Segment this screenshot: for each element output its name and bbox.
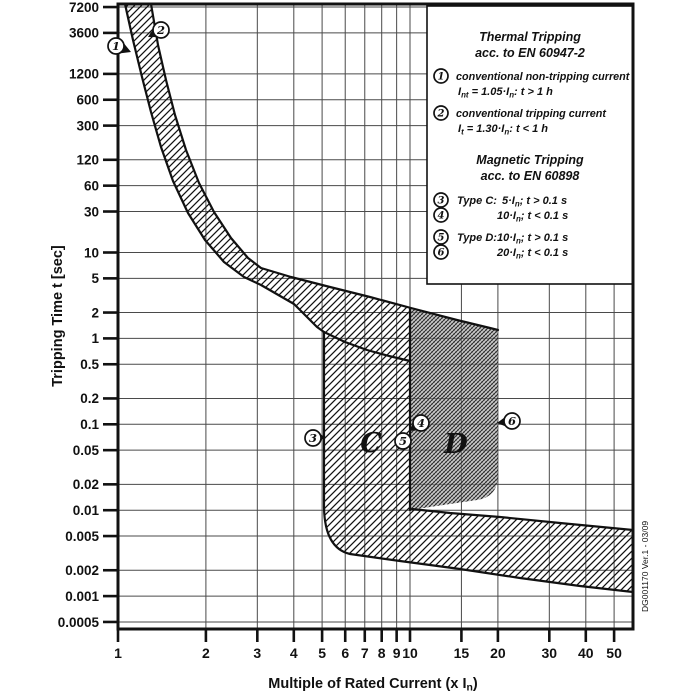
legend-item-5-type: Type D: — [457, 232, 497, 244]
y-tick-label-120: 120 — [76, 152, 99, 168]
legend-marker-3-number: 3 — [437, 195, 445, 207]
y-tick-label-30: 30 — [83, 204, 99, 220]
legend-magnetic-subtitle: acc. to EN 60898 — [480, 169, 580, 183]
region-label-D: D — [444, 429, 468, 460]
callout-marker-1-number: 1 — [111, 39, 121, 54]
y-tick-label-0.0005: 0.0005 — [57, 614, 99, 630]
x-tick-label-6: 6 — [341, 645, 350, 661]
y-tick-label-600: 600 — [76, 92, 99, 108]
y-tick-label-60: 60 — [83, 178, 99, 194]
x-tick-label-10: 10 — [402, 645, 418, 661]
y-tick-label-1: 1 — [91, 331, 99, 347]
legend-marker-6-number: 6 — [437, 247, 445, 259]
x-tick-label-40: 40 — [578, 645, 594, 661]
y-tick-label-0.002: 0.002 — [65, 563, 99, 579]
x-tick-label-50: 50 — [606, 645, 622, 661]
y-tick-label-0.2: 0.2 — [80, 391, 99, 407]
y-tick-label-0.005: 0.005 — [65, 528, 99, 544]
legend-item-4-formula: $10\cdot I_n$; t < 0.1 s — [497, 210, 569, 224]
document-reference: DG001170 Ver.1 - 03/09 — [640, 520, 650, 612]
x-tick-label-5: 5 — [318, 645, 326, 661]
y-tick-label-0.01: 0.01 — [72, 503, 99, 518]
y-tick-label-2: 2 — [91, 305, 99, 321]
y-tick-label-0.1: 0.1 — [80, 417, 99, 433]
x-tick-label-20: 20 — [490, 645, 506, 661]
x-tick-label-9: 9 — [392, 645, 401, 661]
x-tick-label-15: 15 — [453, 645, 470, 661]
y-tick-label-1200: 1200 — [68, 66, 99, 82]
callout-marker-3-number: 3 — [308, 431, 318, 446]
legend-item-3-type: Type C: — [457, 195, 497, 207]
y-tick-label-0.5: 0.5 — [80, 357, 99, 373]
legend-thermal-subtitle: acc. to EN 60947-2 — [475, 46, 585, 60]
x-axis-title-text: Multiple of Rated Current (x In) — [268, 676, 478, 694]
legend-thermal-title: Thermal Tripping — [479, 30, 581, 44]
legend-marker-4-number: 4 — [437, 210, 445, 222]
callout-marker-4-number: 4 — [416, 416, 426, 431]
callout-marker-5-number: 5 — [398, 434, 408, 449]
x-tick-label-4: 4 — [289, 645, 298, 661]
y-tick-label-0.001: 0.001 — [65, 588, 99, 604]
legend-item-2-formula: $I_t = 1.30\cdot I_n$: t < 1 h — [458, 123, 549, 137]
legend-item-1-desc: conventional non-tripping current — [456, 71, 630, 83]
y-tick-label-10: 10 — [83, 245, 99, 261]
x-tick-label-1: 1 — [114, 645, 122, 661]
x-tick-label-8: 8 — [377, 645, 386, 661]
y-tick-label-0.05: 0.05 — [72, 442, 99, 458]
y-tick-label-0.02: 0.02 — [72, 477, 99, 493]
y-tick-label-7200: 7200 — [68, 0, 99, 15]
y-axis-title: Tripping Time t [sec] — [50, 245, 66, 387]
legend-marker-1-number: 1 — [437, 71, 445, 83]
legend-marker-2-number: 2 — [437, 108, 445, 120]
region-label-C: C — [360, 428, 382, 459]
x-tick-label-30: 30 — [541, 645, 558, 661]
x-tick-label-2: 2 — [202, 645, 210, 661]
legend-marker-5-number: 5 — [437, 232, 445, 244]
type-d-region — [411, 308, 498, 510]
legend-box — [427, 6, 633, 284]
legend-item-3-formula: $5\cdot I_n$; t > 0.1 s — [502, 195, 568, 209]
x-tick-label-3: 3 — [253, 645, 262, 661]
legend-magnetic-title: Magnetic Tripping — [476, 153, 584, 167]
y-tick-label-300: 300 — [76, 118, 99, 134]
y-tick-label-3600: 3600 — [68, 25, 99, 41]
legend-item-2-desc: conventional tripping current — [456, 108, 606, 120]
legend-item-5-formula: $10\cdot I_n$; t > 0.1 s — [497, 232, 569, 246]
legend-item-6-formula: $20\cdot I_n$; t < 0.1 s — [497, 247, 569, 261]
x-tick-label-7: 7 — [360, 645, 369, 661]
callout-marker-6-number: 6 — [507, 414, 517, 429]
y-tick-label-5: 5 — [91, 271, 99, 287]
legend-item-1-formula: $I_{nt} = 1.05\cdot I_n$: t > 1 h — [458, 86, 553, 100]
callout-marker-2-number: 2 — [156, 23, 166, 38]
